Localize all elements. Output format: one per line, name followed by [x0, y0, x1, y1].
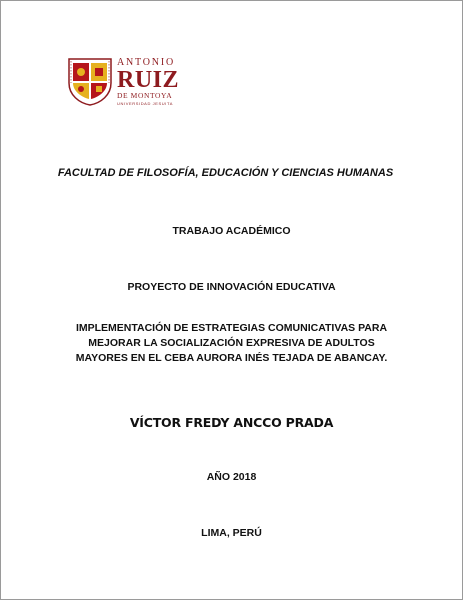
thesis-title-line: IMPLEMENTACIÓN DE ESTRATEGIAS COMUNICATIVAS PARA: [75, 322, 388, 334]
logo-line-de-montoya: DE MONTOYA: [117, 91, 173, 101]
year: AÑO 2018: [206, 471, 257, 483]
work-type: TRABAJO ACADÉMICO: [172, 225, 291, 237]
logo-wordmark: [117, 58, 179, 106]
logo-line-ruiz: RUIZ: [117, 67, 180, 94]
project-type: PROYECTO DE INNOVACIÓN EDUCATIVA: [127, 281, 336, 293]
thesis-title-line: MEJORAR LA SOCIALIZACIÓN EXPRESIVA DE ADULTOS: [88, 337, 375, 349]
shield-icon: [67, 57, 113, 107]
logo-line-universidad: UNIVERSIDAD JESUITA: [117, 100, 173, 106]
thesis-title-line: MAYORES EN EL CEBA AURORA INÉS TEJADA DE ABANCAY.: [75, 352, 388, 364]
faculty-name: FACULTAD DE FILOSOFÍA, EDUCACIÓN Y CIENCIAS HUMANAS: [57, 167, 394, 179]
thesis-title: [1, 321, 462, 366]
author-name: VÍCTOR FREDY ANCCO PRADA: [129, 415, 334, 430]
university-logo: [67, 55, 187, 109]
logo-line-antonio: ANTONIO: [117, 57, 175, 69]
place: LIMA, PERÚ: [201, 527, 262, 539]
